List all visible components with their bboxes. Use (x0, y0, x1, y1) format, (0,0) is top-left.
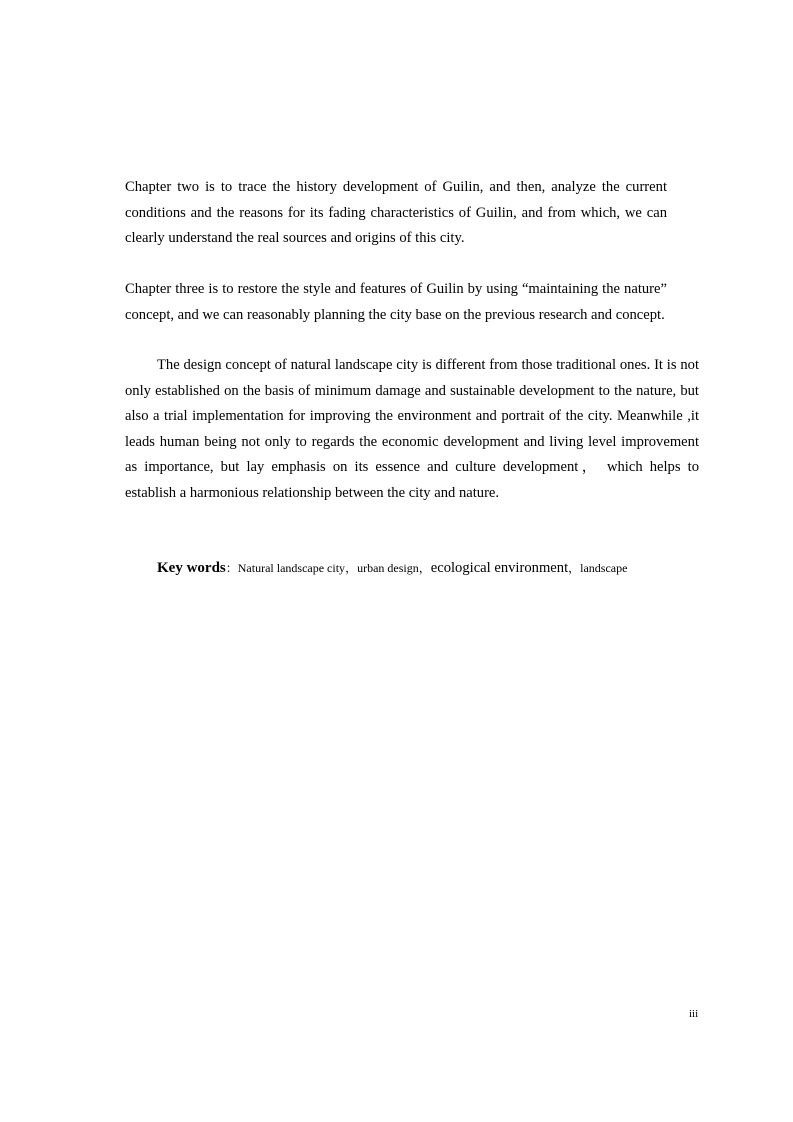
keyword-item: landscape (580, 561, 628, 575)
keyword-separator: ， (568, 561, 581, 575)
keyword-separator: ， (345, 561, 358, 575)
paragraph-chapter-two: Chapter two is to trace the history development of Guilin, and then, analyze the current conditions and the reasons for its fading characteristics of Guilin, and from which, we can clearly understand the real sources and origins of this city. (125, 179, 667, 246)
keyword-item: ecological environment (430, 560, 569, 576)
keywords-line (157, 558, 717, 578)
keywords-colon: ： (225, 561, 238, 575)
keyword-item: urban design (357, 561, 419, 575)
keyword-item: Natural landscape city (237, 561, 346, 575)
page-number: iii (689, 1008, 699, 1020)
paragraph-chapter-three: Chapter three is to restore the style and features of Guilin by using “maintaining the nature” concept, and we can reasonably planning the city base on the previous research and concept. (125, 281, 667, 323)
keywords-label: Key words (157, 560, 226, 576)
paragraph-design-concept: The design concept of natural landscape city is different from those traditional ones. It is not only established on the basis of minimum damage and sustainable development to the nature, but also a trial implementation for improving the environment and portrait of the city. Meanwhile ,it leads human being not only to regards the economic development and living level improvement as importance, but lay emphasis on its essence and culture development， which helps to establish a harmonious relationship between the city and nature. (125, 357, 699, 501)
keyword-separator: ， (418, 561, 431, 575)
